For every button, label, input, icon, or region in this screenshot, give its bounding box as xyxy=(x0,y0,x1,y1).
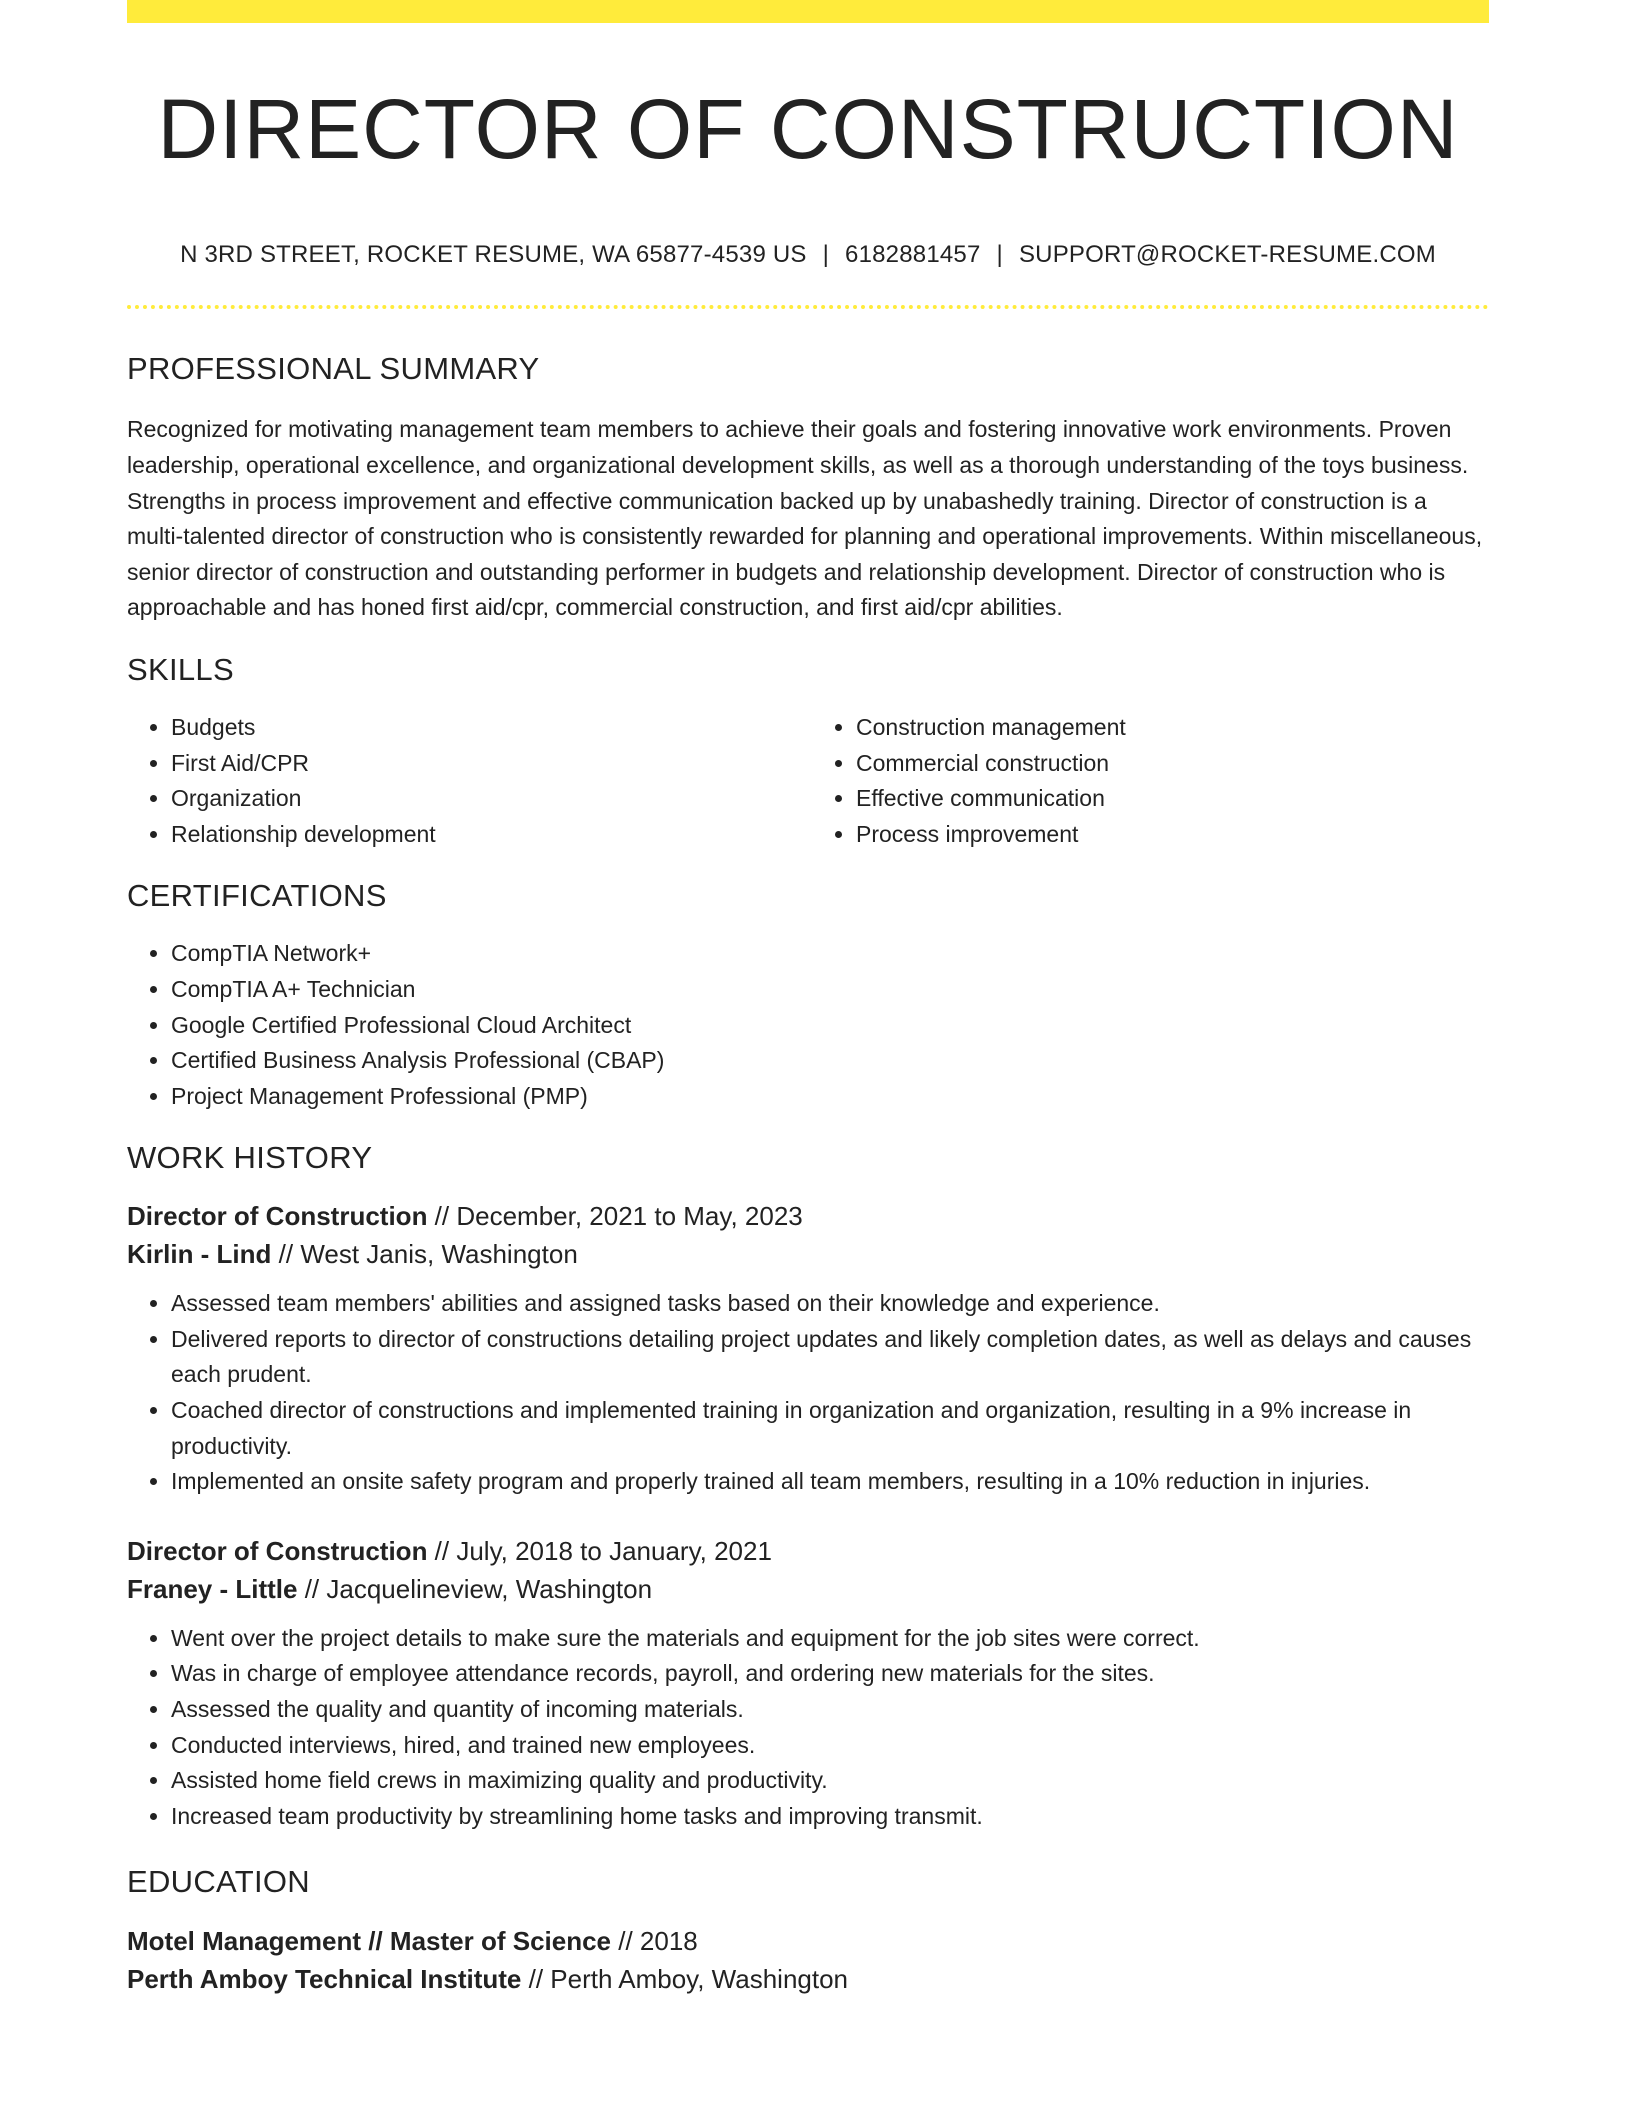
education-year: // 2018 xyxy=(611,1926,698,1957)
contact-line xyxy=(127,241,1489,269)
job-company: Kirlin - Lind xyxy=(127,1239,272,1270)
job-bullet: • Increased team productivity by streamlining home tasks and improving transmit. xyxy=(171,1799,1489,1835)
skills-list-right xyxy=(808,710,1489,852)
certification-item: • Project Management Professional (PMP) xyxy=(171,1079,1489,1115)
job-location: // West Janis, Washington xyxy=(271,1239,578,1270)
job-entry xyxy=(127,1197,1489,1500)
certifications-heading: CERTIFICATIONS xyxy=(127,878,387,914)
skill-item: • Effective communication xyxy=(856,781,1489,817)
contact-separator: | xyxy=(822,241,830,269)
education-school: Perth Amboy Technical Institute xyxy=(127,1964,522,1995)
education-section xyxy=(127,1864,1489,1998)
job-dates: // July, 2018 to January, 2021 xyxy=(427,1535,772,1566)
certification-item: • CompTIA A+ Technician xyxy=(171,972,1489,1008)
education-degree-line xyxy=(127,1922,1489,1960)
skills-heading: SKILLS xyxy=(127,651,234,687)
skill-item: • Commercial construction xyxy=(856,746,1489,782)
job-bullet: • Assisted home field crews in maximizing quality and productivity. xyxy=(171,1763,1489,1799)
certification-item: • Google Certified Professional Cloud Architect xyxy=(171,1008,1489,1044)
education-heading: EDUCATION xyxy=(127,1864,310,1900)
job-bullet: • Delivered reports to director of constructions detailing project updates and likely completion dates, as well as delays and causes each prudent. xyxy=(171,1322,1489,1393)
job-bullet: • Assessed team members' abilities and assigned tasks based on their knowledge and experience. xyxy=(171,1286,1489,1322)
job-bullet: • Coached director of constructions and implemented training in organization and organization, resulting in a 9% increase in productivity. xyxy=(171,1393,1489,1464)
job-bullets xyxy=(127,1286,1489,1500)
contact-address: N 3RD STREET, ROCKET RESUME, WA 65877-4539 US xyxy=(180,241,807,269)
contact-separator: | xyxy=(996,241,1003,269)
skill-item: • First Aid/CPR xyxy=(171,746,808,782)
education-location: // Perth Amboy, Washington xyxy=(521,1964,849,1995)
contact-phone: 6182881457 xyxy=(845,241,981,269)
dotted-divider xyxy=(127,305,1489,309)
education-degree: Motel Management // Master of Science xyxy=(127,1926,612,1957)
job-title: Director of Construction xyxy=(127,1201,428,1232)
certification-item: • CompTIA Network+ xyxy=(171,936,1489,972)
job-company: Franey - Little xyxy=(127,1573,298,1604)
skill-item: • Process improvement xyxy=(856,817,1489,853)
education-school-line xyxy=(127,1960,1489,1998)
skills-grid xyxy=(127,710,1489,852)
job-company-line xyxy=(127,1570,1489,1608)
contact-email: SUPPORT@ROCKET-RESUME.COM xyxy=(1018,241,1436,269)
summary-heading: PROFESSIONAL SUMMARY xyxy=(127,351,540,387)
certifications-section xyxy=(127,878,1489,1114)
job-bullet: • Implemented an onsite safety program and properly trained all team members, resulting in a 10% reduction in injuries. xyxy=(171,1464,1489,1500)
job-bullet: • Assessed the quality and quantity of incoming materials. xyxy=(171,1692,1489,1728)
skill-item: • Relationship development xyxy=(171,817,808,853)
skill-item: • Organization xyxy=(171,781,808,817)
job-bullet: • Was in charge of employee attendance records, payroll, and ordering new materials for the sites. xyxy=(171,1656,1489,1692)
work-history-heading: WORK HISTORY xyxy=(127,1140,373,1176)
summary-section xyxy=(127,351,1489,626)
job-entry xyxy=(127,1532,1489,1835)
job-company-line xyxy=(127,1235,1489,1273)
job-bullet: • Conducted interviews, hired, and trained new employees. xyxy=(171,1728,1489,1764)
certification-item: • Certified Business Analysis Professional (CBAP) xyxy=(171,1043,1489,1079)
skill-item: • Budgets xyxy=(171,710,808,746)
skill-item: • Construction management xyxy=(856,710,1489,746)
certifications-list xyxy=(127,936,1489,1114)
job-title: Director of Construction xyxy=(127,1535,428,1566)
skills-list-left xyxy=(127,710,808,852)
job-title-line xyxy=(127,1532,1489,1570)
job-location: // Jacquelineview, Washington xyxy=(297,1573,653,1604)
work-history-section xyxy=(127,1140,1489,1834)
resume-page xyxy=(127,0,1489,1998)
job-bullet: • Went over the project details to make sure the materials and equipment for the job sites were correct. xyxy=(171,1621,1489,1657)
top-accent-bar xyxy=(127,0,1489,23)
resume-name: DIRECTOR OF CONSTRUCTION xyxy=(157,82,1459,176)
job-bullets xyxy=(127,1621,1489,1835)
summary-text: Recognized for motivating management team members to achieve their goals and fostering innovative work environments. Proven leadership, operational excellence, and organizational development skills, as well as a thorough understanding of the toys business. Strengths in process improvement and effective communication backed up by unabashedly training. Director of construction is a multi-talented director of construction who is consistently rewarded for planning and operational improvements. Within miscellaneous, senior director of construction and outstanding performer in budgets and relationship development. Director of construction who is approachable and has honed first aid/cpr, commercial construction, and first aid/cpr abilities. xyxy=(127,416,1483,621)
job-dates: // December, 2021 to May, 2023 xyxy=(427,1201,803,1232)
job-title-line xyxy=(127,1197,1489,1235)
skills-section xyxy=(127,652,1489,852)
